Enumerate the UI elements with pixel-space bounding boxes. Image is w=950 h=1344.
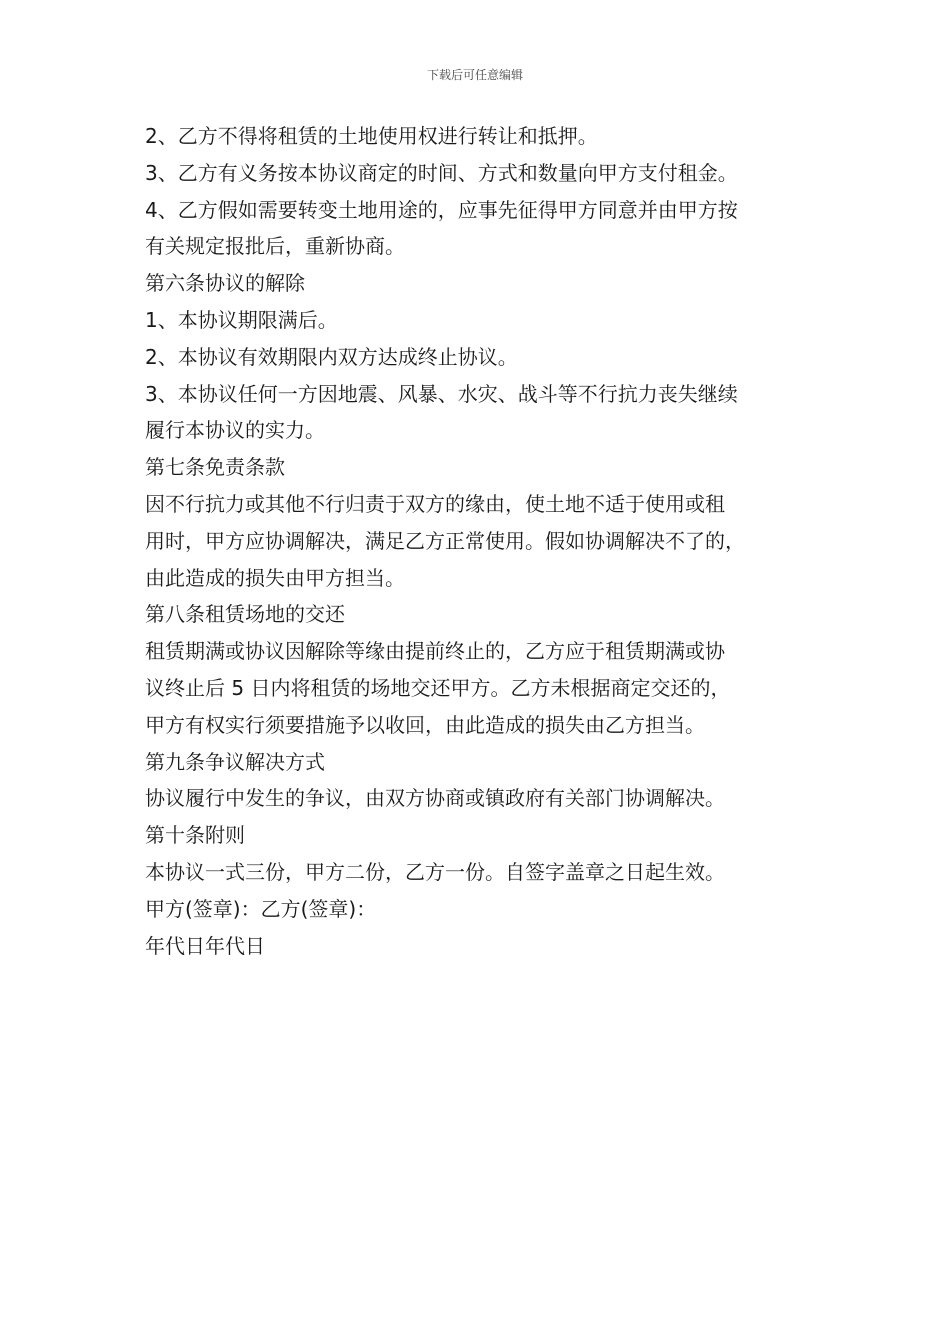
clause-2-line: 2、乙方不得将租赁的土地使用权进行转让和抵押。 (145, 124, 598, 148)
signature-line: 甲方(签章)：乙方(签章)： (145, 896, 377, 921)
page-header: 下载后可任意编辑 (426, 68, 523, 82)
appendix-line: 本协议一式三份，甲方二份，乙方一份。自签字盖章之日起生效。 (145, 859, 725, 884)
termination-item-2: 2、本协议有效期限内双方达成终止协议。 (145, 344, 518, 369)
termination-item-3-line-1: 3、本协议任何一方因地震、风暴、水灾、战斗等不行抗力丧失继续 (145, 381, 738, 406)
exemption-line-3: 由此造成的损失由甲方担当。 (145, 565, 405, 590)
section-heading-7: 第七条免责条款 (145, 455, 285, 480)
section-heading-10: 第十条附则 (145, 823, 245, 848)
date-line: 年代日年代日 (145, 933, 265, 958)
clause-4-line-2: 有关规定报批后，重新协商。 (145, 234, 405, 259)
section-heading-9: 第九条争议解决方式 (145, 749, 325, 774)
section-heading-8: 第八条租赁场地的交还 (145, 602, 345, 627)
dispute-line: 协议履行中发生的争议，由双方协商或镇政府有关部门协调解决。 (145, 786, 725, 811)
return-line-3: 甲方有权实行须要措施予以收回，由此造成的损失由乙方担当。 (145, 712, 705, 737)
exemption-line-1: 因不行抗力或其他不行归责于双方的缘由，使土地不适于使用或租 (145, 491, 725, 516)
termination-item-1: 1、本协议期限满后。 (145, 307, 338, 332)
clause-4-line-1: 4、乙方假如需要转变土地用途的，应事先征得甲方同意并由甲方按 (145, 197, 738, 222)
clause-3-line: 3、乙方有义务按本协议商定的时间、方式和数量向甲方支付租金。 (145, 160, 738, 185)
document-body (145, 118, 825, 964)
return-line-1: 租赁期满或协议因解除等缘由提前终止的，乙方应于租赁期满或协 (145, 639, 725, 664)
exemption-line-2: 用时，甲方应协调解决，满足乙方正常使用。假如协调解决不了的， (145, 528, 745, 553)
termination-item-3-line-2: 履行本协议的实力。 (145, 418, 325, 443)
return-line-2: 议终止后 5 日内将租赁的场地交还甲方。乙方未根据商定交还的， (145, 675, 731, 700)
section-heading-6: 第六条协议的解除 (145, 271, 305, 296)
